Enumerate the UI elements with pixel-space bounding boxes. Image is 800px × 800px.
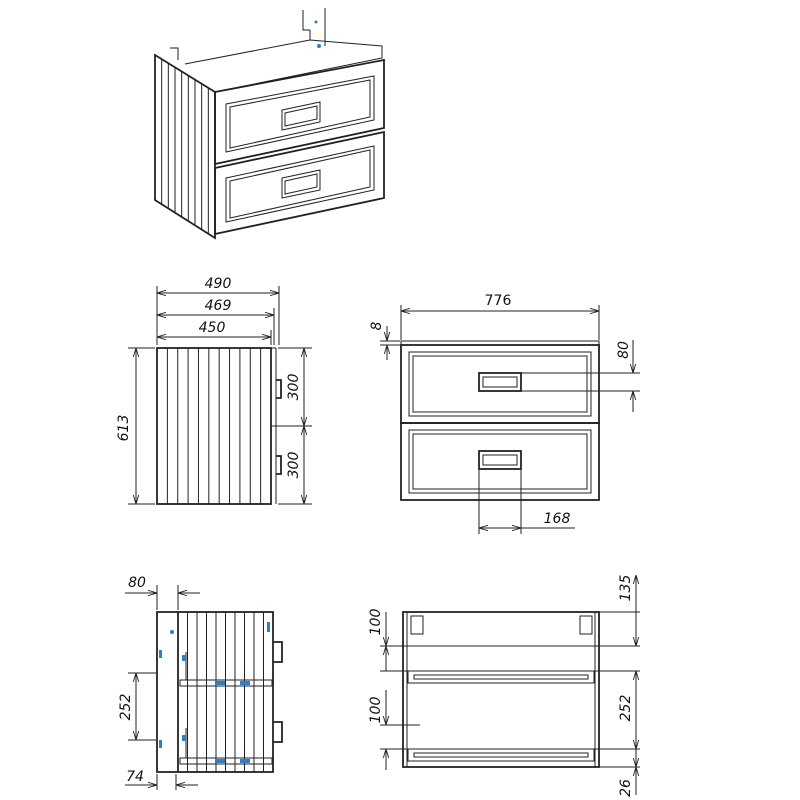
dim-width: 776 xyxy=(484,293,512,309)
section-slats xyxy=(188,612,264,772)
front-view xyxy=(369,293,640,534)
iso-side-panel xyxy=(155,55,215,238)
side-handle-top xyxy=(276,380,281,398)
dim-bottom-height: 26 xyxy=(618,779,634,797)
side-slats xyxy=(167,348,260,504)
section-body xyxy=(157,612,273,772)
front-drawer-bottom xyxy=(401,423,599,500)
dim-back-drawer: 252 xyxy=(618,694,634,722)
back-view xyxy=(368,575,640,797)
dim-drawer-upper: 300 xyxy=(286,373,302,401)
dim-depth-mid: 469 xyxy=(204,298,232,314)
dim-bottom-offset: 74 xyxy=(126,769,144,785)
iso-slats xyxy=(162,59,209,234)
side-view xyxy=(116,276,312,504)
dim-upper-gap: 100 xyxy=(368,608,384,636)
dim-top-height: 135 xyxy=(618,574,634,602)
dim-height-total: 613 xyxy=(116,414,132,442)
dim-lower-gap: 100 xyxy=(368,696,384,724)
front-handle-bottom xyxy=(479,451,521,469)
dim-depth-body: 450 xyxy=(198,320,226,336)
back-frame xyxy=(403,612,599,767)
side-handle-bottom xyxy=(276,456,281,474)
dim-depth-total: 490 xyxy=(204,276,232,292)
back-drawer-lower xyxy=(408,749,594,761)
back-drawer-upper xyxy=(408,671,594,683)
dim-top-gap: 8 xyxy=(369,321,385,331)
dim-wall-offset: 80 xyxy=(128,575,146,591)
dim-handle-width: 168 xyxy=(543,511,571,527)
front-drawer-top xyxy=(401,345,599,423)
section-view xyxy=(118,575,282,790)
dim-handle-offset: 80 xyxy=(616,341,632,359)
side-panel xyxy=(157,348,271,504)
dim-section-drawer: 252 xyxy=(118,693,134,721)
front-handle-top xyxy=(479,373,521,391)
dim-drawer-lower: 300 xyxy=(286,451,302,479)
isometric-view xyxy=(155,8,384,238)
